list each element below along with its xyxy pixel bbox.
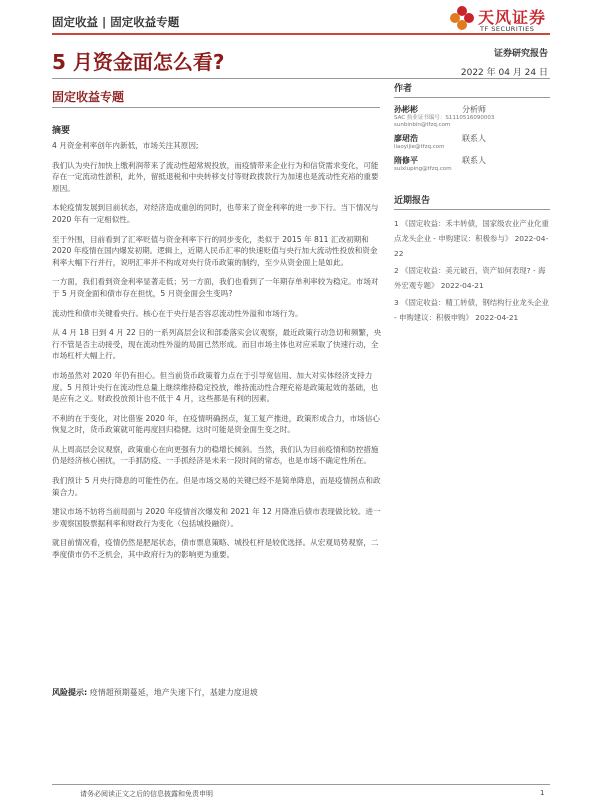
paragraph: 就目前情况看，疫情仍然是肥尾状态，债市票息策略、城投杠杆是较优选择。从宏观局势观察，二季度债市仍不乏机会，其中政府行为的影响更为重要。 [52, 538, 379, 560]
paragraph: 不利的在于变化，对比借鉴 2020 年，在疫情明确拐点，复工复产推进，政策形成合力，市场信心恢复之时，货币政策就可能再度回归稳健。这时可能是资金面生变之时。 [52, 413, 380, 435]
header-divider [52, 33, 550, 35]
author-entry [394, 155, 550, 173]
paragraph: 建议市场不妨将当前局面与 2020 年疫情首次爆发和 2021 年 12 月降准后债市表现做比较。进一步观察国股票据利率和财政行为变化（包括城投融资）。 [52, 507, 381, 528]
authors-heading: 作者 [394, 84, 413, 94]
recent-reports-section [394, 193, 550, 327]
paragraph: 从上周高层会议观察，政策重心在向更强有力的稳增长倾斜。当然，我们认为目前疫情和防控措施仍是经济核心困扰，一手抓防疫、一手抓经济是未来一段时间的常态，也是市场不确定性所在。 [52, 444, 379, 466]
paragraph: 至于外围，目前看到了汇率贬值与资金利率下行的同步变化，类似于 2015 年 811 汇改初期和 2020 年疫情在国内爆发初期。逻辑上，近期人民币汇率的快速贬值与央行加大流动性投放和资金利率大幅下行并行，说明汇率并不构成对央行货币政策的制约，至少从资金面上是如此。 [52, 234, 378, 267]
paragraph: 从 4 月 18 日到 4 月 22 日的一系列高层会议和部委落实会议观察，最近政策行动急切和频繁，央行不管是否主动接受，现在流动性外溢的局面已然形成。而目市场主体也对应采取了快速行动，全市场杠杆大幅上行。 [52, 328, 382, 361]
subtitle-divider [52, 107, 380, 108]
author-cert: SAC 执业证书编号：S1110516090003 [394, 114, 495, 121]
logo-text-en: TF SECURITIES [480, 25, 535, 33]
header-category: 固定收益 | 固定收益专题 [52, 15, 180, 29]
recent-report-list [394, 216, 550, 325]
paragraph: 一方面，我们看到资金利率显著走低；另一方面，我们也看到了一年期存单利率较为稳定。市场对于 5 月资金面和债市存在担忧，5 月资金面会生变吗? [52, 277, 379, 298]
author-name: 廖珺浩 [394, 133, 418, 143]
author-role: 分析师 [462, 104, 486, 114]
report-date: 2022 年 04 月 24 日 [460, 68, 548, 78]
report-subtitle: 固定收益专题 [52, 90, 125, 104]
footer-divider [52, 784, 550, 785]
author-name: 隋修平 [394, 155, 418, 165]
author-role: 联系人 [462, 133, 486, 143]
author-name: 孙彬彬 [394, 104, 418, 114]
risk-text: 疫情超预期蔓延，地产失速下行，基建力度退坡 [89, 688, 258, 697]
recent-divider [394, 209, 550, 210]
company-logo [448, 2, 558, 36]
recent-reports-heading: 近期报告 [394, 196, 431, 206]
title-divider [52, 78, 550, 79]
footer-disclaimer: 请务必阅读正文之后的信息披露和免责申明 [80, 790, 213, 798]
author-email[interactable]: liaoyijie@tfzq.com [394, 143, 445, 150]
risk-label: 风险提示: [52, 688, 88, 697]
paragraph: 我们认为央行加快上缴利润带来了流动性超常规投放，而疫情带来企业行为和信贷需求变化，可能存在一定流动性淤积，此外，留抵退税和中央转移支付等财政拨款行为加速也是流动性充裕的重要原因。 [52, 160, 379, 193]
author-entry [394, 104, 550, 129]
recent-report-link[interactable]: 2 《固定收益：美元破百，资产如何表现? - 海外宏观专题》 2022-04-21 [394, 265, 546, 290]
authors-divider [394, 97, 550, 98]
paragraph: 我们预计 5 月央行降息的可能性仍在。但是市场交易的关键已经不是简单降息，而是疫情拐点和政策合力。 [52, 476, 381, 497]
recent-report-link[interactable]: 3 《固定收益：精工转债，钢结构行业龙头企业 - 申购建议：积极申购》 2022-04-21 [394, 297, 549, 322]
paragraph: 流动性和债市关键看央行。核心在于央行是否容忍流动性外溢和市场行为。 [52, 308, 303, 318]
page-number: 1 [540, 789, 545, 797]
paragraph: 市场虽然对 2020 年仍有担心。但当前货币政策着力点在于引导宽信用、加大对实体经济支持力度。5 月预计央行在流动性总量上继续维持稳定投放，维持流动性合理充裕是政策起效的基础，也是应有之义。财政投放预计也不低于 4 月，这些都是有利的因素。 [52, 370, 379, 404]
logo-icon [448, 3, 476, 35]
abstract-heading: 摘要 [52, 126, 71, 136]
paragraph: 本轮疫情发展到目前状态，对经济造成重创的同时，也带来了资金利率的进一步下行。当下情况与 2020 年有一定相似性。 [52, 203, 379, 224]
abstract-body [52, 140, 382, 569]
author-role: 联系人 [462, 155, 486, 165]
report-title: 5 月资金面怎么看? [52, 50, 225, 74]
author-entry [394, 133, 550, 151]
report-type: 证券研究报告 [493, 49, 548, 59]
recent-report-link[interactable]: 1 《固定收益：禾丰转债，国家级农业产业化重点龙头企业 - 申购建议：积极参与》 2022-04-22 [394, 218, 549, 258]
risk-warning [52, 687, 382, 698]
logo-text-cn: 天风证券 [478, 8, 547, 27]
author-email[interactable]: sunbinbin@tfzq.com [394, 121, 451, 128]
authors-section [394, 81, 550, 173]
paragraph: 4 月资金利率创年内新低，市场关注其原因; [52, 141, 199, 150]
author-email[interactable]: suixiuping@tfzq.com [394, 165, 452, 172]
